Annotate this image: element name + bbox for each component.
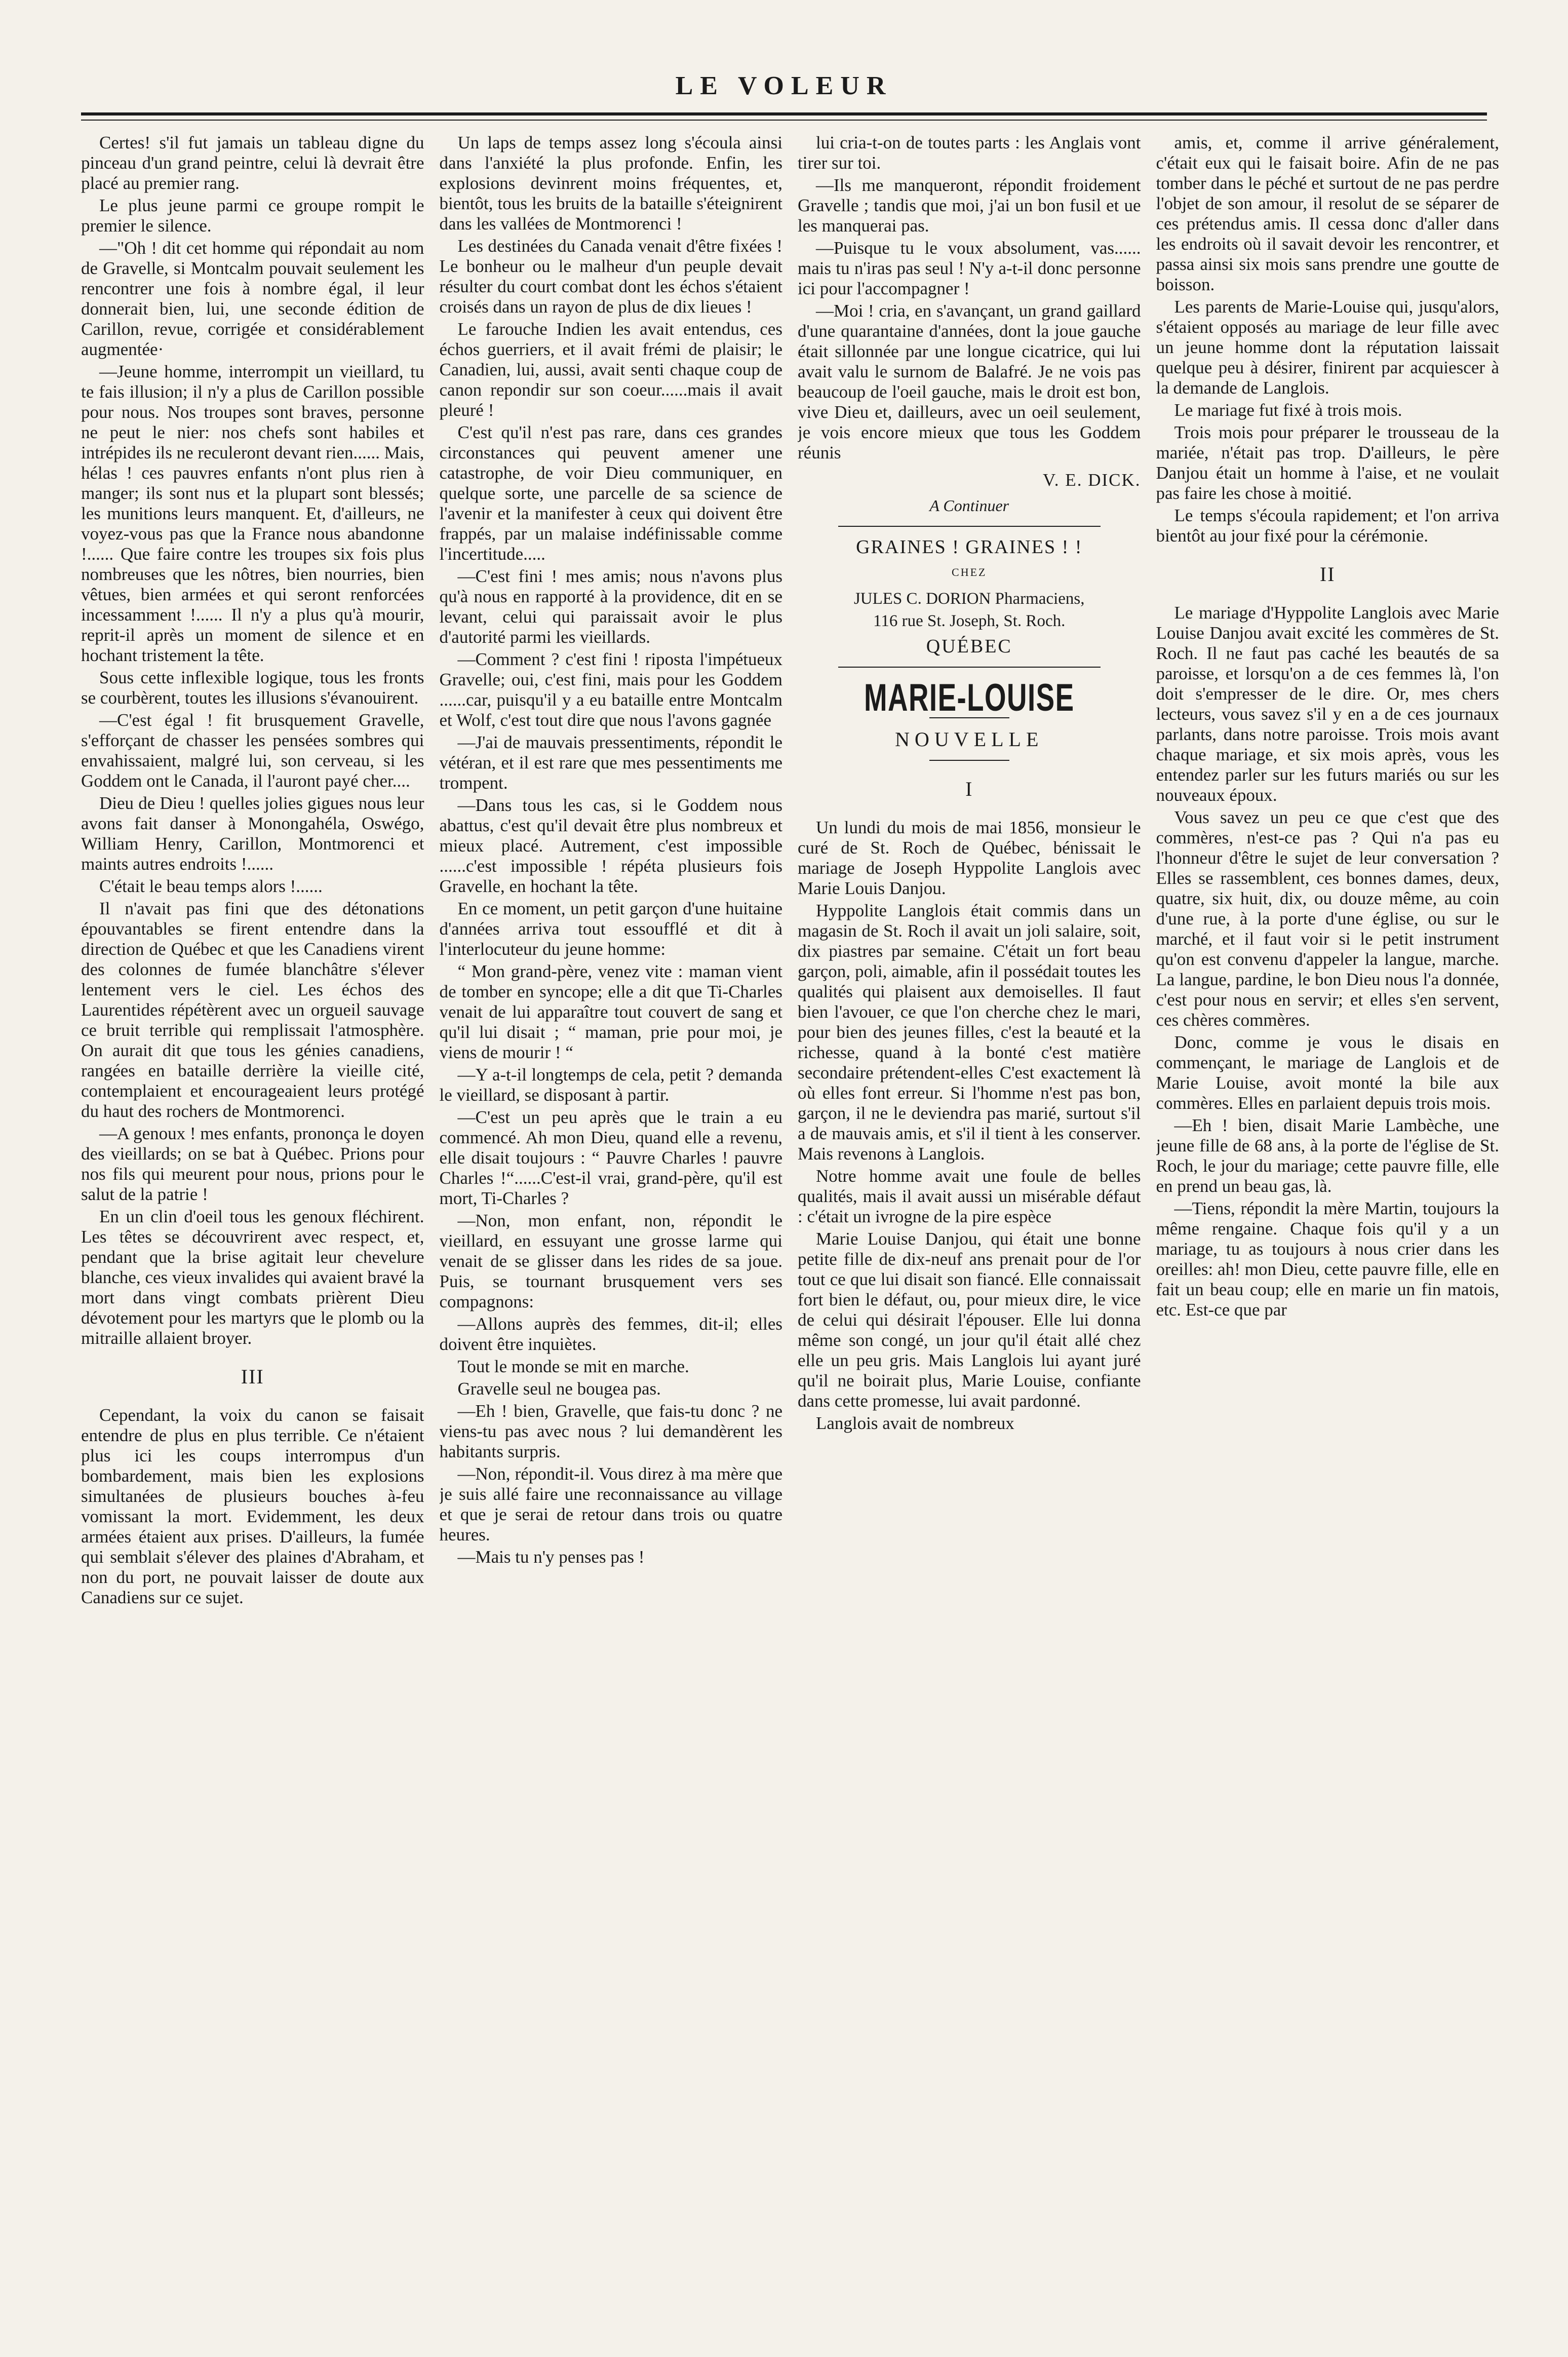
paragraph: Il n'avait pas fini que des détonations épouvantables se firent entendre dans la direction de Québec et que les Canadiens virent des colonnes de fumée blanchâtre s'élever lentement vers le ciel. Les échos des Laurentides répétèrent avec un orgueil sauvage ce bruit terrible qui remplissait l'atmosphère. On aurait dit que tous les génies canadiens, rangées en bataille derrière la vieille cité, contemplaient et encourageaient leurs protégé du haut des rochers de Montmorenci.: [81, 899, 424, 1121]
paragraph: Les destinées du Canada venait d'être fixées ! Le bonheur ou le malheur d'un peuple devait résulter du court combat dont les échos s'étaient croisés dans un rayon de plus de dix lieues !: [439, 236, 782, 317]
paragraph: Les parents de Marie-Louise qui, jusqu'alors, s'étaient opposés au mariage de leur fille avec un jeune homme dont la réputation laissait quelque peu à désirer, finirent par acquiescer à la demande de Langlois.: [1156, 297, 1499, 398]
paragraph: —Non, mon enfant, non, répondit le vieillard, en essuyant une grosse larme qui venait de se glisser dans les rides de sa joue. Puis, se tournant brusquement vers ses compagnons:: [439, 1211, 782, 1311]
paragraph: Le plus jeune parmi ce groupe rompit le premier le silence.: [81, 196, 424, 236]
paragraph: —C'est fini ! mes amis; nous n'avons plus qu'à nous en rapporté à la providence, dit en se levant, celui qui paraissait avoir le plus d'autorité parmi les vieillards.: [439, 566, 782, 647]
col1-text-2: [81, 1405, 424, 1608]
paragraph: Le farouche Indien les avait entendus, ces échos guerriers, et il avait frémi de plaisir; le Canadien, lui, aussi, avait senti chaque coup de canon repondir sur son coeur......mais il avait pleuré !: [439, 319, 782, 420]
ad-city: QUÉBEC: [926, 636, 1012, 657]
paragraph: C'est qu'il n'est pas rare, dans ces grandes circonstances qui peuvent amener une catastrophe, de voir Dieu communiquer, en quelque sorte, une parcelle de sa science de l'avenir et la manifester à ceux qui doivent être frappés, par un malaise indéfinissable comme l'incertitude.....: [439, 422, 782, 564]
paragraph: —Jeune homme, interrompit un vieillard, tu te fais illusion; il n'y a plus de Carillon possible pour nous. Nos troupes sont braves, personne ne peut le nier: nos chefs sont habiles et intrépides ils ne reculeront devant rien...... Mais, hélas ! ces pauvres enfants n'ont plus rien à manger; ils sont nus et la plupart sont blessés; les munitions leurs manquent. Et, d'ailleurs, ne voyez-vous pas que la France nous abandonne !...... Que faire contre les troupes six fois plus nombreuses que les nôtres, bien nourries, bien vêtues, bien armées et qui seront renforcées incessamment !...... Il n'y a plus qu'à mourir, reprit-il après un moment de silence et en hochant tristement la tête.: [81, 362, 424, 665]
paragraph: Cependant, la voix du canon se faisait entendre de plus en plus terrible. Ce n'étaient plus ici les coups interrompus d'un bombardement, mais bien les explosions simultanées de plusieurs bouches à-feu vomissant la mort. Evidemment, les deux armées étaient aux prises. D'ailleurs, la fumée qui semblait s'élever des plaines d'Abraham, et non du port, ne pouvait laisser de doute aux Canadiens sur ce sujet.: [81, 1405, 424, 1607]
paragraph: “ Mon grand-père, venez vite : maman vient de tomber en syncope; elle a dit que Ti-Charles venait de lui apparaître tout couvert de sang et qu'il lui disait ; “ maman, prie pour moi, je viens de mourir ! “: [439, 961, 782, 1062]
paragraph: lui cria-t-on de toutes parts : les Anglais vont tirer sur toi.: [798, 133, 1141, 173]
paragraph: —Mais tu n'y penses pas !: [457, 1547, 645, 1567]
paragraph: —Ils me manqueront, répondit froidement Gravelle ; tandis que moi, j'ai un bon fusil et ue les manquerai pas.: [798, 175, 1141, 236]
col2-text: [440, 133, 783, 1567]
col4-text-2: [1156, 603, 1500, 1320]
author-signature: V. E. DICK.: [1043, 470, 1141, 490]
paragraph: Le mariage fut fixé à trois mois.: [1174, 400, 1402, 420]
paragraph: Notre homme avait une foule de belles qualités, mais il avait aussi un misérable défaut : c'était un ivrogne de la pire espèce: [798, 1166, 1141, 1226]
section-heading-iii: III: [241, 1365, 264, 1388]
paragraph: —Allons auprès des femmes, dit-il; elles doivent être inquiètes.: [439, 1314, 782, 1354]
advertisement: [798, 537, 1141, 656]
column-2: [440, 133, 783, 2291]
column-4: [1156, 133, 1500, 2291]
paragraph: —Moi ! cria, en s'avançant, un grand gaillard d'une quarantaine d'années, dont la joue gauche était sillonnée par une longue cicatrice, qui lui avait valu le surnom de Balafré. Je ne vois pas beaucoup de l'oeil gauche, mais le droit est bon, vive Dieu et, dailleurs, avec un oeil seulement, je vois encore mieux que tous les Goddem réunis: [798, 301, 1141, 462]
paragraph: Tout le monde se mit en marche.: [457, 1357, 689, 1376]
col4-text: [1156, 133, 1500, 546]
paragraph: Dieu de Dieu ! quelles jolies gigues nous leur avons fait danser à Monongahéla, Oswégo, William Henry, Carillon, Montmorenci et maints autres endroits !......: [81, 793, 424, 874]
paragraph: Gravelle seul ne bougea pas.: [457, 1379, 661, 1399]
paragraph: —"Oh ! dit cet homme qui répondait au nom de Gravelle, si Montcalm pouvait seulement les rencontrer une fois à nombre égal, il leur donnerait bien, lui, une seconde édition de Carillon, revue, corrigée et considérablement augmentée·: [81, 238, 424, 359]
divider-short: [929, 760, 1009, 761]
col3-text-2: [798, 818, 1141, 1434]
divider: [838, 526, 1101, 527]
paragraph: —Tiens, répondit la mère Martin, toujours la même rengaine. Chaque fois qu'il y a un mariage, tu as toujours à nous crier dans les oreilles: ah! mon Dieu, cette pauvre fille, elle en fait un beau coup; elle en marie un fin matois, etc. Est-ce que par: [1156, 1199, 1499, 1320]
paragraph: —Comment ? c'est fini ! riposta l'impétueux Gravelle; oui, c'est fini, mais pour les Goddem ......car, puisqu'il y a eu bataille entre Montcalm et Wolf, c'est tout dire que nous l'avons gagnée: [439, 649, 782, 730]
story-title: MARIE-LOUISE: [864, 676, 1075, 719]
article-columns: [81, 133, 1499, 2291]
ad-address: 116 rue St. Joseph, St. Roch.: [873, 612, 1066, 630]
paragraph: Un lundi du mois de mai 1856, monsieur le curé de St. Roch de Québec, bénissait le mariage de Joseph Hyppolite Langlois avec Marie Louis Danjou.: [798, 818, 1141, 898]
paragraph: Vous savez un peu ce que c'est que des commères, n'est-ce pas ? Qui n'a pas eu l'honneur d'être le sujet de leur conversation ? Elles se rassemblent, ces bonnes dames, deux, quatre, six huit, dix, ou douze même, au coin d'une rue, à la porte d'une église, ou sur le marché, et il faut voir si le petit instrument qu'on est convenu d'appeler la langue, marche. La langue, pardine, le bon Dieu nous l'a donnée, c'est pour nous en servir; et elles s'en servent, ces chères commères.: [1156, 807, 1499, 1030]
ad-pharmacy: JULES C. DORION Pharmaciens,: [853, 590, 1085, 608]
paragraph: amis, et, comme il arrive généralement, c'était eux qui le faisait boire. Afin de ne pas tomber dans le péché et surtout de ne pas perdre l'objet de son amour, il resolut de se séparer de ces prétendus amis. Il cessa donc d'aller dans les endroits où il savait devoir les rencontrer, et passa ainsi six mois sans prendre une goutte de boisson.: [1156, 133, 1499, 294]
paragraph: —Eh ! bien, Gravelle, que fais-tu donc ? ne viens-tu pas avec nous ? lui demandèrent les habitants surpris.: [439, 1401, 782, 1461]
section-heading-i: I: [965, 778, 973, 800]
paragraph: —Y a-t-il longtemps de cela, petit ? demanda le vieillard, se disposant à partir.: [439, 1065, 782, 1105]
paragraph: Trois mois pour préparer le trousseau de la mariée, n'était pas trop. D'ailleurs, le père Danjou était un homme à l'aise, et ne voulait pas faire les chose à moitié.: [1156, 422, 1499, 503]
paragraph: —C'est un peu après que le train a eu commencé. Ah mon Dieu, quand elle a revenu, elle disait toujours : “ Pauvre Charles ! pauvre Charles !“......C'est-il vrai, grand-père, qu'il est mort, Ti-Charles ?: [439, 1107, 782, 1208]
paragraph: Donc, comme je vous le disais en commençant, le mariage de Langlois et de Marie Louise, avoit monté la bile aux commères. Elles en parlaient depuis trois mois.: [1156, 1032, 1499, 1113]
to-be-continued: A Continuer: [929, 496, 1009, 515]
masthead-title: LE VOLEUR: [675, 71, 893, 100]
paragraph: En un clin d'oeil tous les genoux fléchirent. Les têtes se découvrirent avec respect, et, pendant que la brise agitait leur chevelure blanche, ces vieux invalides qui avaient bravé la mort dans vingt combats prièrent Dieu dévotement pour les martyrs que le plomb ou la mitraille allaient broyer.: [81, 1207, 424, 1348]
ad-title: GRAINES ! GRAINES ! !: [856, 536, 1083, 558]
paragraph: —A genoux ! mes enfants, prononça le doyen des vieillards; on se bat à Québec. Prions pour nos fils qui meurent pour nous, prions pour le salut de la patrie !: [81, 1124, 424, 1204]
paragraph: —Eh ! bien, disait Marie Lambèche, une jeune fille de 68 ans, à la porte de l'église de St. Roch, le jour du mariage; cette pauvre fille, elle en prend un beau gas, là.: [1156, 1115, 1499, 1196]
column-3: [798, 133, 1141, 2291]
paragraph: Le temps s'écoula rapidement; et l'on arriva bientôt au jour fixé pour la cérémonie.: [1156, 506, 1499, 546]
paragraph: —Dans tous les cas, si le Goddem nous abattus, c'est qu'il devait être plus nombreux et mieux placé. Autrement, c'est impossible ......c'est impossible ! répéta plusieurs fois Gravelle, en hochant la tête.: [439, 795, 782, 896]
col1-text: [81, 133, 424, 1348]
story-subtitle: NOUVELLE: [895, 728, 1044, 751]
paragraph: —Non, répondit-il. Vous direz à ma mère que je suis allé faire une reconnaissance au village et que je serai de retour dans trois ou quatre heures.: [439, 1464, 782, 1544]
paragraph: Hyppolite Langlois était commis dans un magasin de St. Roch il avait un joli salaire, soit, dix piastres par semaine. C'était un fort beau garçon, poli, aimable, afin il possédait toutes les qualités qui plaisent aux demoiselles. Il faut bien l'avouer, ce que l'on cherche chez le mari, pour bien des jeunes filles, c'est la beauté et la richesse, quand à la bonté c'est matière secondaire prétendent-elles C'est exactement là où elles font erreur. Si l'homme n'est pas bon, garçon, il ne le deviendra pas marié, surtout s'il a de mauvais amis, et s'il il tient à les conserver. Mais revenons à Langlois.: [798, 901, 1141, 1164]
paragraph: Marie Louise Danjou, qui était une bonne petite fille de dix-neuf ans prenait pour de l'or tout ce que lui disait son fiancé. Elle connaissait fort bien le défaut, ou, pour mieux dire, le vice de celui qui désirait l'épouser. Elle lui donna même son congé, un jour qu'il était allé chez elle un peu gris. Mais Langlois lui ayant juré qu'il ne boirait plus, Marie Louise, confiante dans cette promesse, lui avait pardonné.: [798, 1229, 1141, 1411]
paragraph: Certes! s'il fut jamais un tableau digne du pinceau d'un grand peintre, celui là devrait être placé au premier rang.: [81, 133, 424, 193]
paragraph: C'était le beau temps alors !......: [99, 876, 323, 896]
masthead-rule: [81, 112, 1487, 115]
paragraph: —C'est égal ! fit brusquement Gravelle, s'efforçant de chasser les pensées sombres qui envahissaient, malgré lui, son cerveau, si les Goddem ont le Canada, il l'auront payé cher....: [81, 710, 424, 791]
column-1: [81, 133, 424, 2291]
paragraph: Le mariage d'Hyppolite Langlois avec Marie Louise Danjou avait excité les commères de St. Roch. Il ne faut pas caché les beautés de sa paroisse, et lorsqu'on a de ces femmes là, l'on doit s'empresser de le dire. Or, mes chers lecteurs, vous savez s'il y en a de ces journaux parlants, dans notre paroisse. Trois mois avant chaque mariage, et six mois après, vous les entendez parler sur les futurs mariés ou sur les nouveaux époux.: [1156, 603, 1499, 805]
paragraph: En ce moment, un petit garçon d'une huitaine d'années arriva tout essoufflé et dit à l'interlocuteur du jeune homme:: [439, 899, 782, 959]
paragraph: Sous cette inflexible logique, tous les fronts se courbèrent, toutes les illusions s'évanouirent.: [81, 668, 424, 708]
col3-text: [798, 133, 1141, 463]
paragraph: —J'ai de mauvais pressentiments, répondit le vétéran, et il est rare que mes pessentiments me trompent.: [439, 732, 782, 793]
paragraph: Un laps de temps assez long s'écoula ainsi dans l'anxiété la plus profonde. Enfin, les explosions devinrent moins fréquentes, et, bientôt, tous les bruits de la bataille s'éteignirent dans les vallées de Montmorenci !: [439, 133, 782, 234]
paragraph: —Puisque tu le voux absolument, vas...... mais tu n'iras pas seul ! N'y a-t-il donc personne ici pour l'accompagner !: [798, 238, 1141, 298]
divider: [838, 667, 1101, 668]
ad-chez: CHEZ: [952, 566, 987, 578]
paragraph: Langlois avait de nombreux: [816, 1413, 1014, 1433]
masthead-rule-thin: [81, 120, 1487, 121]
section-heading-ii: II: [1319, 563, 1336, 586]
